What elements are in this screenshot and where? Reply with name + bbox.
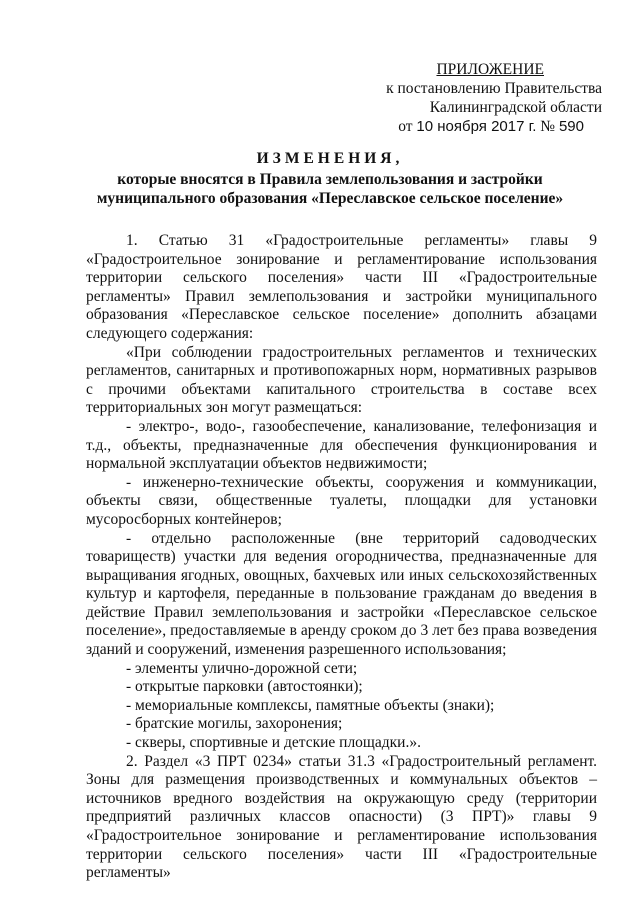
paragraph-1: 1. Статью 31 «Градостроительные регламенты» главы 9 «Градостроительное зонирование и регламентирование использования территории сельского поселения» части III «Градостроительные регламенты» Правил землепользования и застройки муниципального образования «Переславское сельское поселение» дополнить абзацами следующего содержания: xyxy=(86,232,597,342)
paragraph-2: «При соблюдении градостроительных регламентов и технических регламентов, санитарных и противопожарных норм, нормативных разрывов с прочими объектами капитального строительства в составе всех территориальных зон могут размещаться: xyxy=(86,343,597,417)
heading-title: ИЗМЕНЕНИЯ, xyxy=(256,150,404,167)
document-body xyxy=(86,232,597,883)
appendix-date-line xyxy=(302,117,584,136)
number-value: 590 xyxy=(558,118,584,135)
heading-subtitle-2: муниципального образования «Переславское сельское поселение» xyxy=(96,190,564,207)
paragraph-2-section: 2. Раздел «3 ПРТ 0234» статьи 31.3 «Градостроительный регламент. Зоны для размещения производственных и коммунальных объектов – источников вредного воздействия на окружающую среду (территории предприятий различных классов опасности) (3 ПРТ)» главы 9 «Градостроительное зонирование и регламентирование использования территории сельского поселения» части III «Градостроительные регламенты» xyxy=(86,752,597,882)
list-item: - инженерно-технические объекты, сооружения и коммуникации, объекты связи, общественные туалеты, площадки для установки мусоросборных контейнеров; xyxy=(86,473,597,528)
list-item: - электро-, водо-, газообеспечение, канализование, телефонизация и т.д., объекты, предназначенные для обеспечения функционирования и нормальной эксплуатации объектов недвижимости; xyxy=(86,417,597,473)
list-item: - братские могилы, захоронения; xyxy=(126,715,343,733)
list-item: - скверы, спортивные и детские площадки.». xyxy=(126,734,421,752)
heading-subtitle-1: которые вносятся в Правила землепользования и застройки xyxy=(117,171,543,188)
list-item: - открытые парковки (автостоянки); xyxy=(126,678,363,696)
date-value: 10 ноября 2017 г. xyxy=(416,118,537,135)
appendix-line-2: Калининградской области xyxy=(429,99,602,116)
appendix-title: ПРИЛОЖЕНИЕ xyxy=(436,61,544,78)
list-item: - элементы улично-дорожной сети; xyxy=(126,659,358,677)
appendix-line-1: к постановлению Правительства xyxy=(386,80,602,97)
appendix-block xyxy=(302,60,602,136)
list-item: - мемориальные комплексы, памятные объекты (знаки); xyxy=(126,696,495,714)
document-heading xyxy=(80,149,580,208)
list-item: - отдельно расположенные (вне территорий садоводческих товариществ) участки для ведения огородничества, предназначенные для выращивания ягодных, овощных, бахчевых или иных сельскохозяйственных культур и картофеля, переданные в пользование гражданам до введения в действие Правил землепользования и застройки «Переславское сельское поселение», предоставляемые в аренду сроком до 3 лет без права возведения зданий и сооружений, изменения разрешенного использования; xyxy=(86,529,597,659)
date-prefix: от xyxy=(398,118,413,135)
number-sign: № xyxy=(540,118,556,135)
